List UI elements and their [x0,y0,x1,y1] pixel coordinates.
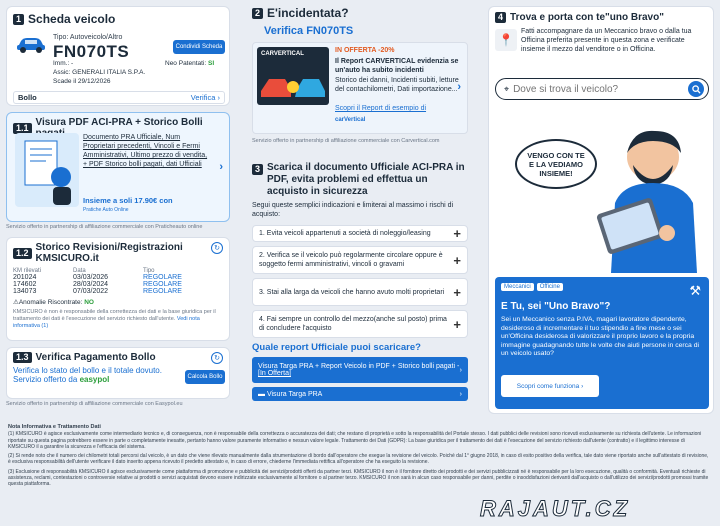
accident-subtitle: Verifica FN070TS [264,25,354,37]
easypol-note: Servizio offerto in partnership di affiliazione commerciale con Easypol.eu [6,401,183,407]
tip-item-4[interactable]: 4. Fai sempre un controllo del mezzo(anche sul posto) prima di concludere l'acquisto + [252,310,468,338]
vehicle-type: Tipo: Autoveicolo/Altro [53,34,123,41]
calculate-bollo-button[interactable]: Calcola Bollo [185,370,225,384]
insurance-expiry: Scade il 29/12/2026 [53,78,111,85]
bollo-payment-description: Verifica lo stato del bollo e il totale dovuto. Servizio offerto da easypol [13,366,162,384]
revision-table [13,268,193,295]
insurance-company: Assic: GENERALI ITALIA S.P.A. [53,69,146,76]
search-icon [692,85,701,94]
info-note-link[interactable]: Vedi nota informativa (1) [13,316,200,329]
chevron-right-icon: › [459,390,462,398]
easypol-logo: easypol [79,375,110,384]
crash-illustration [257,47,329,105]
location-search[interactable] [495,78,709,100]
tip-item-2[interactable]: 2. Verifica se il veicolo può regolarmente circolare oppure è soggetto fermi amministrativi, vincoli o gravami + [252,246,468,274]
mechanic-column [488,6,714,414]
watermark: RAJAUT.CZ [480,496,631,521]
car-icon [15,35,47,53]
praticheauto-note: Servizio offerto in partnership di affiliazione commerciale con Praticheauto online [6,224,203,230]
notes-paragraph-2: (2) Si rende noto che il numero dei chilometri totali percorsi dal veicolo, è un dato che viene rilevato manualmente dalla strumentazione di bordo dall'operatore che esegue la revisione del veicolo. Poiché dal 1° giugno 2018, in caso di esito positivo della verifica, tale dato viene riportato anche sull'attestato di revisione, è esclusiva responsabilità dell'utente verificare il dato inserito appena ricevuto il predetto attestato e, in caso di errore, chiederne l'immediata rettifica all'operatore che ha eseguito la revisione. [8,453,709,466]
kmsicuro-note: KMSICURO è non è responsabile della correttezza dei dati e la base giuridica per il trattamento dei dati è l'esecuzione del servizio richiesto dall'utente. Vedi nota informativa (1) [13,309,216,329]
notes-paragraph-3: (3) Esclusione di responsabilità KMSICURO il agisce esclusivamente come piattaforma di promozione e pubblicità dei servizi/prodotti offerti da partner terzi. KMSICURO il non è il fornitore diretto dei prodotti e dei servizi pubblicizzati né è responsabile per la loro esecuzione, qualità o conformità. Eventuali richieste di assistenza, reclami, contestazioni o controversie relative ai prodotti o servizi acquistati devono essere indirizzate esclusivamente al fornitore o al partner terzo. KMSICURO il non sarà in alcun caso responsabile per danni, perdite o insoddisfazioni derivanti dall'acquisto o dall'utilizzo dei servizi/prodotti promossi tramite questa piattaforma. [8,468,709,488]
carvertical-card[interactable] [252,42,468,134]
speech-bubble: VENGO CON TE E LA VEDIAMO INSIEME! [515,139,597,189]
location-pin-icon: ⌖ [504,83,510,94]
table-row: 134073 07/03/2022 REGOLARE [13,288,182,295]
accident-title: E'incidentata? [267,6,349,20]
mechanic-title: Trova e porta con te"uno Bravo" [510,12,664,23]
revision-history-title: Storico Revisioni/Registrazioni KMSICURO.it [35,242,183,264]
checks-column [246,6,474,401]
carvertical-note: Servizio offerto in partnership di affiliazione commerciale con Carvertical.com [252,138,440,144]
tag-meccanici[interactable]: Meccanici [501,283,534,291]
table-row: 201024 03/03/2026 REGOLARE [13,274,182,281]
chevron-right-icon: › [219,161,223,173]
map-icon: 📍 [495,29,517,51]
cta-box [495,277,709,409]
section-number-1: 1 [13,14,24,25]
carvertical-logo: CARVERTICAL [261,51,304,57]
pra-visura-card[interactable]: 1.1 Visura PDF ACI-PRA + Storico Bolli Documento PRA Ufficiale, Num Proprietari precedenti, Vincoli e Fermi Amministrativi, Ultimo prezzo di vendita, + PDF Storico bolli pagati, dati Ufficiali Insieme a soli 17.90€ con Pratiche Auto Online › [6,112,230,222]
search-button[interactable] [688,81,704,97]
revision-history-card: 1.2 Storico Revisioni/Registrazioni KMSICURO.it ↻ KM rilevati Data Tipo 201024 03/03/2026 REGOLARE 174602 28/03/2024 REGOLARE 134073 07/03/2022 REGOLARE ⚠Anomalie Riscontrate: NO KMSICURO è non è responsabile della correttezza dei dati e la base giuridica per il trattamento dei dati è l'esecuzione del servizio richiesto dall'utente. Vedi nota informativa (1) [6,237,230,341]
carvertical-brand: carVertical [335,117,366,123]
refresh-icon[interactable]: ↻ [211,242,223,254]
report-question: Quale report Ufficiale puoi scaricare? [252,342,421,353]
plus-icon: + [453,316,461,332]
anomalies-status: ⚠Anomalie Riscontrate: NO [13,299,94,306]
pra-download-title: Scarica il documento Ufficiale ACI-PRA in PDF, evita problemi ed effettua un acquisto in sicurezza [267,162,465,197]
table-header: KM rilevati Data Tipo [13,268,155,274]
plus-icon: + [453,252,461,268]
tip-item-3[interactable]: 3. Stai alla larga da veicoli che hanno avuto molti proprietari + [252,278,468,306]
notes-title: Nota Informativa e Trattamento Dati [8,424,101,430]
tag-officine[interactable]: Officine [537,283,563,291]
bollo-row[interactable] [13,91,225,104]
visura-report-button[interactable]: Visura Targa PRA + Report Veicolo in PDF + Storico bolli pagati - [In Offerta] › [252,357,468,383]
mechanic-description: Fatti accompagnare da un Meccanico bravo o dalla tua Officina preferita presente in questa zona e verificate insieme il mezzo dal venditore o in Officina. [521,28,692,53]
bollo-verify-link[interactable]: Verifica › [190,93,220,102]
vehicle-card-title: Scheda veicolo [28,12,116,26]
bollo-payment-card: 1.3 Verifica Pagamento Bollo ↻ Verifica lo stato del bollo e il totale dovuto. Servizio offerto da easypol Calcola Bollo [6,347,230,399]
plus-icon: + [453,284,461,300]
location-search-input[interactable] [513,84,688,95]
bollo-label: Bollo [18,93,37,102]
praticheauto-logo: Pratiche Auto Online [83,207,129,213]
pra-visura-price: Insieme a soli 17.90€ con [83,196,173,205]
vehicle-column [6,6,230,408]
registration-date: Imm.: - [53,60,74,67]
vehicle-card [6,6,230,106]
visura-targa-button[interactable]: ▬ Visura Targa PRA › [252,387,468,401]
refresh-icon[interactable]: ↻ [211,352,223,364]
chevron-right-icon: › [217,93,220,102]
chevron-right-icon: › [457,81,461,93]
tools-icon: ⚒ [689,283,701,298]
share-card-button[interactable]: Condividi Scheda [173,40,225,54]
pra-download-section: 3 Scarica il documento Ufficiale ACI-PRA in PDF, evita problemi ed effettua un acquisto in sicurezza Segui queste semplici indicazioni e limiterai al massimo i rischi di acquisto: 1. Evita veicoli appartenuti a società di noleggio/leasing + 2. Verifica se il veicolo può regolarmente circolare oppure è soggetto fermi amministrativi, vincoli o gravami + 3. Stai alla larga da veicoli che hanno avuto molti proprietari + 4. Fai sempre un controllo del mezzo(anche sul posto) prima di concludere l'acquisto + Quale report Ufficiale puoi scaricare? Visura Targa PRA + Report Veicolo in PDF + Storico bolli pagati - [In Offerta] › ▬ Visura Targa PRA › [246,162,474,401]
carvertical-offer: IN OFFERTA -20% [335,47,395,54]
chevron-right-icon: › [581,382,584,390]
cta-title: E Tu, sei "Uno Bravo"? [501,301,611,312]
pra-visura-description: Documento PRA Ufficiale, Num Proprietari precedenti, Vincoli e Fermi Amministrativi, Ultimo prezzo di vendita, + PDF Storico bolli pagati, dati Ufficiali [83,134,208,168]
pra-visura-title: Visura PDF ACI-PRA + Storico Bolli [35,117,203,128]
chevron-right-icon: › [459,366,462,374]
bollo-payment-title: Verifica Pagamento Bollo [35,352,156,363]
notes-paragraph-1: (1) KMSICURO è agisce esclusivamente come intermediario tecnico e, di conseguenza, non è responsabile della correttezza o accuratezza dei dati; che restano di proprietà e sotto la responsabilità del Portale stesso. I dati pubblici delle revisioni sono ricevuti esclusivamente su richiesta dell'utente. Le informazioni riportate su questa pagina potrebbero essere in parte o completamente inesatte, pertanto hanno valore puramente informativo e nessun valore legale. Trattamento dei Dati (GDPR): La base giuridica per il trattamento dei dati è l'esecuzione del servizio richiesto dall'utente (contratto) e il legittimo interesse di KMSICURO il a garantire la sicurezza e l'efficacia del sistema. [8,431,702,450]
table-row: 174602 28/03/2024 REGOLARE [13,281,182,288]
accident-section: 2 E'incidentata? Verifica FN070TS CARVERTICAL IN OFFERTA -20% Il Report CARVERTICAL evidenzia se un'auto ha subito incidenti Storico dei danni, Incidenti subiti, letture del contachilometri, Dati importazione... Scopri il Report di esempio di carVertical › Servizio offerto in partnership di affiliazione commerciale con Carvertical.com [246,6,474,162]
new-driver-field: Neo Patentati: SI [165,60,215,67]
plus-icon: + [453,226,461,241]
pra-download-intro: Segui queste semplici indicazioni e limiterai al massimo i rischi di acquisto: [252,202,454,218]
mechanic-illustration [593,123,713,273]
how-it-works-button[interactable]: Scopri come funziona › [501,375,599,397]
mechanic-card: 4 Trova e porta con te"uno Bravo" 📍 Fatti accompagnare da un Meccanico bravo o dalla tua Officina preferita presente in questa zona e verificate insieme il mezzo dal venditore o in Officina. ⌖ Dove si trova il veicolo? VENGO CON TE E LA VEDIAMO INSIEME! Meccanici Officine ⚒ E Tu, sei "Uno Bravo"? Sei un Meccanico senza P.IVA, magari lavoratore dipendente, desideroso di incrementare il tuo stipendio a fine mese o sei un'Officina desiderosa di valorizzare il proprio lavoro e la propria immagine guadagnando tutte le volte che aiuti persone in cerca di un veicolo usato? Scopri come funziona › [488,6,714,414]
tip-item-1[interactable]: 1. Evita veicoli appartenuti a società di noleggio/leasing + [252,225,468,242]
carvertical-details: Storico dei danni, Incidenti subiti, letture del contachilometri, Dati importazione... [335,77,459,93]
license-plate: FN070TS [53,42,130,61]
carvertical-sample-link[interactable]: Scopri il Report di esempio di [335,105,427,112]
cta-description: Sei un Meccanico senza P.IVA, magari lavoratore dipendente, desideroso di incrementare il tuo stipendio a fine mese o sei un'Officina desiderosa di valorizzare il proprio lavoro e la propria immagine guadagnando tutte le volte che aiuti persone in cerca di un veicolo usato? [501,316,699,358]
info-notes [8,424,712,488]
document-illustration [15,133,79,207]
carvertical-headline: Il Report CARVERTICAL evidenzia se un'auto ha subito incidenti [335,58,459,74]
